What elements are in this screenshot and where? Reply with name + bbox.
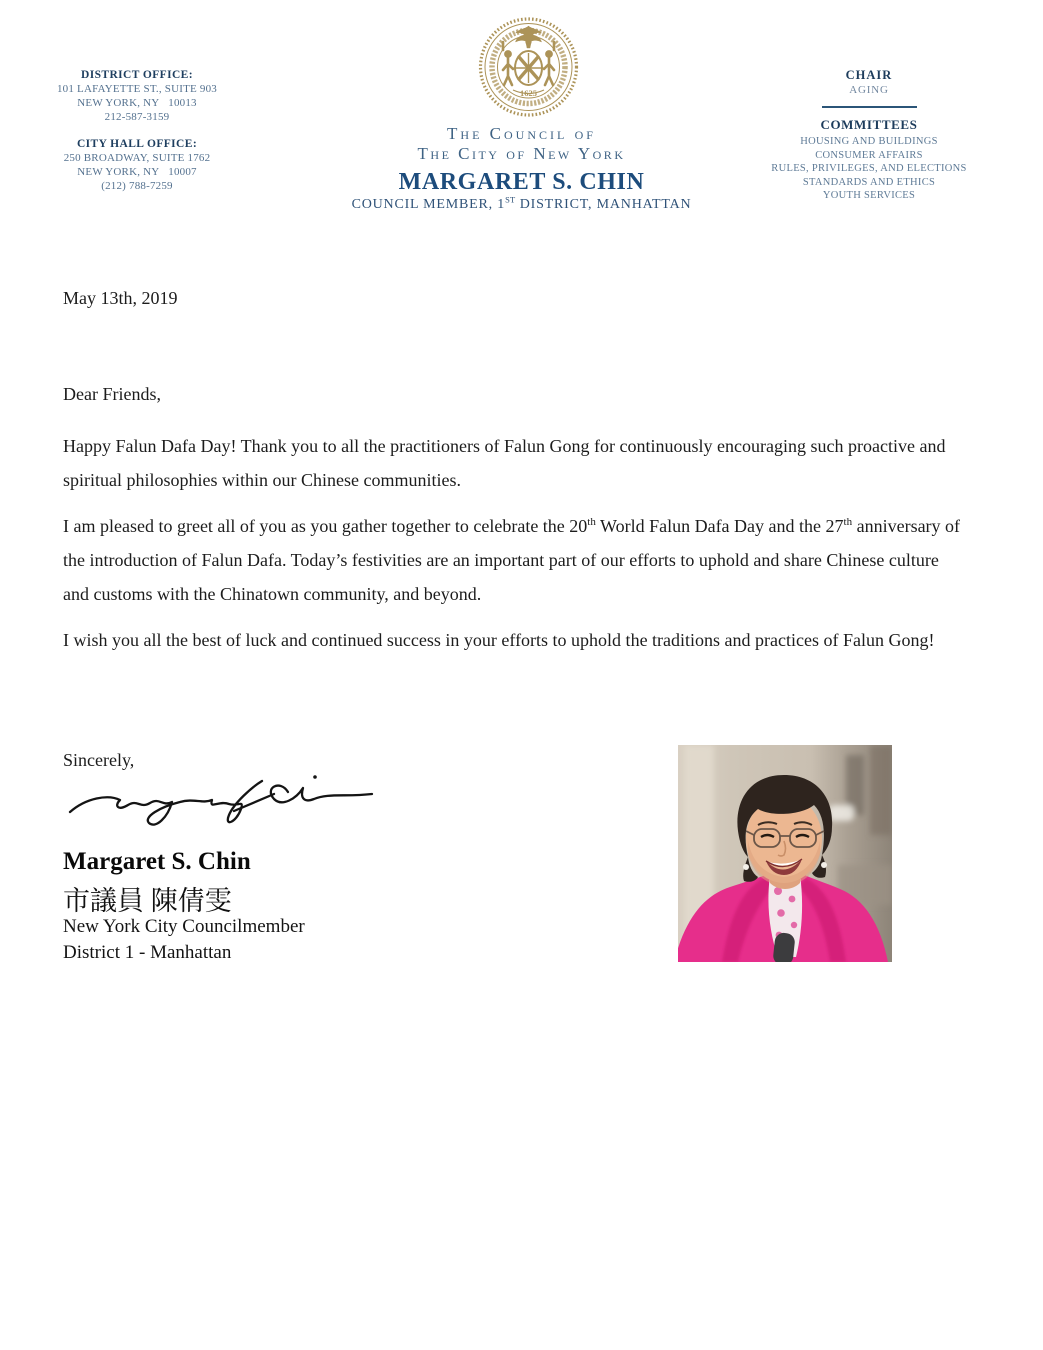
- city-hall-office-line: (212) 788-7259: [101, 180, 173, 192]
- member-title-prefix: COUNCIL MEMBER, 1: [351, 197, 506, 212]
- chair-title: CHAIR: [845, 68, 893, 82]
- seal-year: 1625: [520, 88, 537, 98]
- committee-item: RULES, PRIVILEGES, AND ELECTIONS: [771, 163, 967, 174]
- salutation: Dear Friends,: [63, 384, 161, 404]
- portrait-photo: [678, 745, 892, 962]
- district-office: [37, 68, 237, 124]
- chair-item: AGING: [849, 84, 889, 96]
- city-hall-office-line: NEW YORK, NY 10007: [77, 166, 197, 178]
- paragraph-2-text: anniversary of the introduction of Falun Dafa. Today’s festivities are an important part of our efforts to uphold and share Chinese culture and customs with the Chinatown community, and beyond.: [63, 516, 961, 604]
- ordinal-suffix: th: [587, 516, 596, 528]
- district-office-line: 101 LAFAYETTE ST., SUITE 903: [56, 83, 217, 95]
- committee-item: HOUSING AND BUILDINGS: [800, 136, 938, 147]
- signer-name: Margaret S. Chin: [63, 848, 251, 875]
- signer-title: New York City Councilmember: [63, 916, 305, 937]
- committee-item: STANDARDS AND ETHICS: [802, 176, 936, 188]
- paragraph-2-text: I am pleased to greet all of you as you gather together to celebrate the 20: [63, 516, 588, 536]
- paragraph-3: I wish you all the best of luck and continued success in your efforts to uphold the traditions and practices of Falun Gong!: [63, 630, 935, 650]
- org-name-line2: The City of New York: [417, 144, 626, 163]
- paragraph-2: [63, 509, 968, 611]
- city-hall-office-line: 250 BROADWAY, SUITE 1762: [63, 152, 211, 164]
- closing: Sincerely,: [63, 750, 135, 770]
- chair-committees-block: [768, 68, 970, 203]
- org-name-line1: The Council of: [447, 124, 596, 143]
- district-office-line: NEW YORK, NY 10013: [77, 97, 197, 109]
- nyc-council-seal-icon: [477, 12, 580, 119]
- signer-name-chinese: 市議員 陳倩雯: [63, 886, 232, 916]
- paragraph-2-text: World Falun Dafa Day and the 27: [595, 516, 844, 536]
- divider-line: [822, 106, 917, 108]
- signer-district: District 1 - Manhattan: [63, 942, 232, 963]
- committee-item: YOUTH SERVICES: [822, 190, 916, 201]
- committees-title: COMMITTEES: [820, 117, 918, 132]
- paragraph-1: Happy Falun Dafa Day! Thank you to all the practitioners of Falun Gong for continuously encouraging such proactive and spiritual philosophies within our Chinese communities.: [63, 436, 946, 490]
- member-title-suffix: DISTRICT, MANHATTAN: [515, 197, 692, 212]
- district-office-title: DISTRICT OFFICE:: [81, 69, 193, 81]
- city-hall-office-title: CITY HALL OFFICE:: [76, 138, 198, 150]
- member-name: MARGARET S. CHIN: [398, 169, 645, 195]
- handwritten-signature: [64, 770, 382, 838]
- ordinal-suffix: th: [843, 516, 853, 528]
- letter-date: May 13th, 2019: [63, 288, 178, 308]
- committee-item: CONSUMER AFFAIRS: [815, 149, 923, 161]
- member-title-ordinal: ST: [505, 194, 516, 205]
- district-office-line: 212-587-3159: [104, 111, 170, 123]
